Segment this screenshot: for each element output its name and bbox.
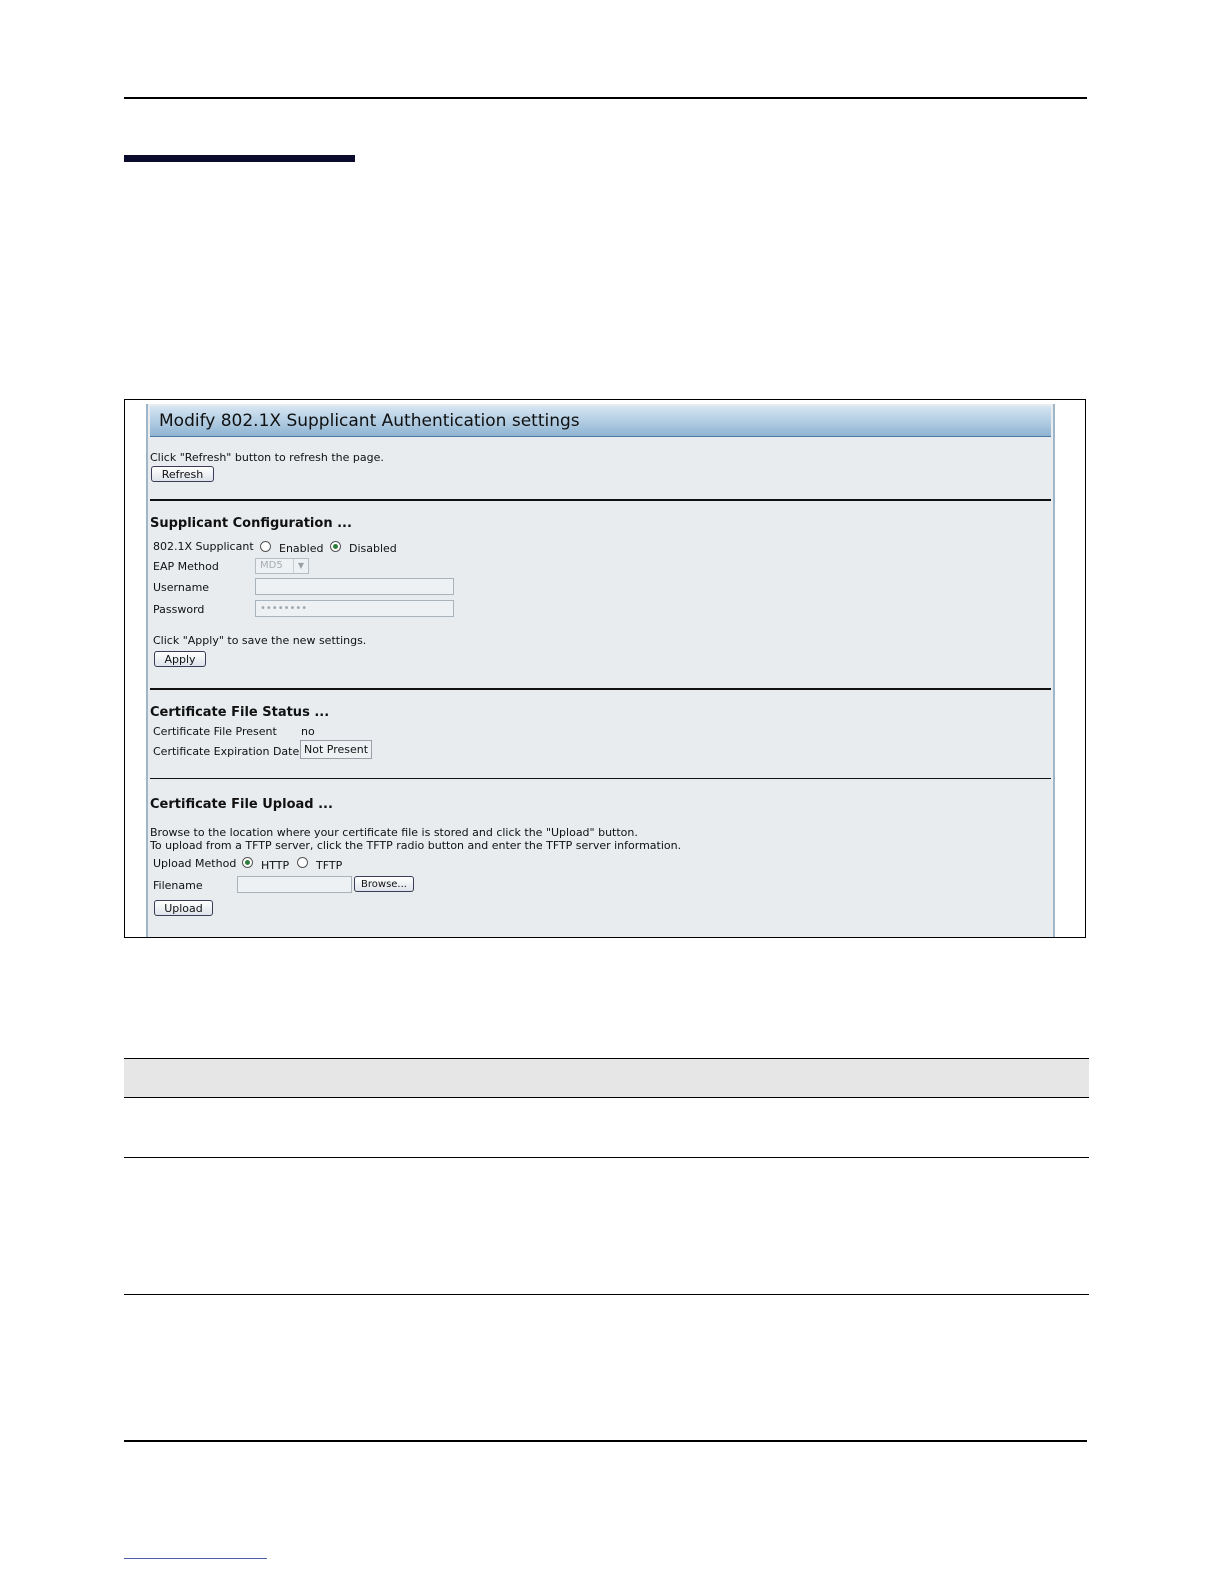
certificate-expiration-value: Not Present <box>300 740 372 759</box>
upload-tftp-radio[interactable] <box>297 857 308 868</box>
table-row-divider <box>124 1157 1089 1158</box>
supplicant-label: 802.1X Supplicant <box>153 540 254 553</box>
eap-method-label: EAP Method <box>153 560 219 573</box>
upload-hint-line1: Browse to the location where your certificate file is stored and click the "Upload" button. <box>150 826 638 839</box>
supplicant-disabled-radio[interactable] <box>330 541 341 552</box>
supplicant-enabled-label: Enabled <box>279 542 324 555</box>
panel-title: Modify 802.1X Supplicant Authentication settings <box>159 411 580 431</box>
table-header-row <box>124 1058 1089 1098</box>
certificate-present-label: Certificate File Present <box>153 725 277 738</box>
section-divider <box>150 688 1051 690</box>
upload-button[interactable]: Upload <box>154 900 213 916</box>
browse-button[interactable]: Browse... <box>354 876 414 892</box>
table-row-divider <box>124 1294 1089 1295</box>
settings-panel <box>146 404 1055 938</box>
certificate-present-value: no <box>301 725 315 738</box>
username-label: Username <box>153 581 210 594</box>
header-rule <box>124 97 1087 99</box>
upload-http-radio[interactable] <box>242 857 253 868</box>
section-title-accent-bar <box>124 155 355 162</box>
filename-label: Filename <box>153 879 203 892</box>
certificate-expiration-label: Certificate Expiration Date <box>153 745 300 758</box>
screenshot-figure <box>124 399 1086 938</box>
apply-button[interactable]: Apply <box>154 651 206 667</box>
supplicant-config-heading: Supplicant Configuration ... <box>150 516 352 531</box>
section-divider <box>150 778 1051 779</box>
password-label: Password <box>153 603 205 616</box>
upload-method-label: Upload Method <box>153 857 237 870</box>
footer-link-underline <box>124 1558 267 1559</box>
refresh-button[interactable]: Refresh <box>151 466 214 482</box>
refresh-hint: Click "Refresh" button to refresh the page. <box>150 451 384 464</box>
upload-tftp-label: TFTP <box>316 859 343 872</box>
certificate-upload-heading: Certificate File Upload ... <box>150 797 333 812</box>
apply-hint: Click "Apply" to save the new settings. <box>153 634 367 647</box>
footer-rule <box>124 1440 1087 1442</box>
supplicant-disabled-label: Disabled <box>349 542 397 555</box>
section-divider <box>150 499 1051 501</box>
filename-field[interactable] <box>237 876 352 893</box>
eap-method-value: MD5 <box>260 560 283 571</box>
username-field[interactable] <box>255 578 454 595</box>
upload-hint-line2: To upload from a TFTP server, click the TFTP radio button and enter the TFTP server information. <box>150 839 682 852</box>
panel-header <box>150 406 1051 437</box>
supplicant-enabled-radio[interactable] <box>260 541 271 552</box>
chevron-down-icon: ▼ <box>293 559 308 573</box>
certificate-status-heading: Certificate File Status ... <box>150 705 330 720</box>
eap-method-select[interactable] <box>255 558 309 574</box>
password-field[interactable]: •••••••• <box>255 600 454 617</box>
upload-http-label: HTTP <box>261 859 290 872</box>
